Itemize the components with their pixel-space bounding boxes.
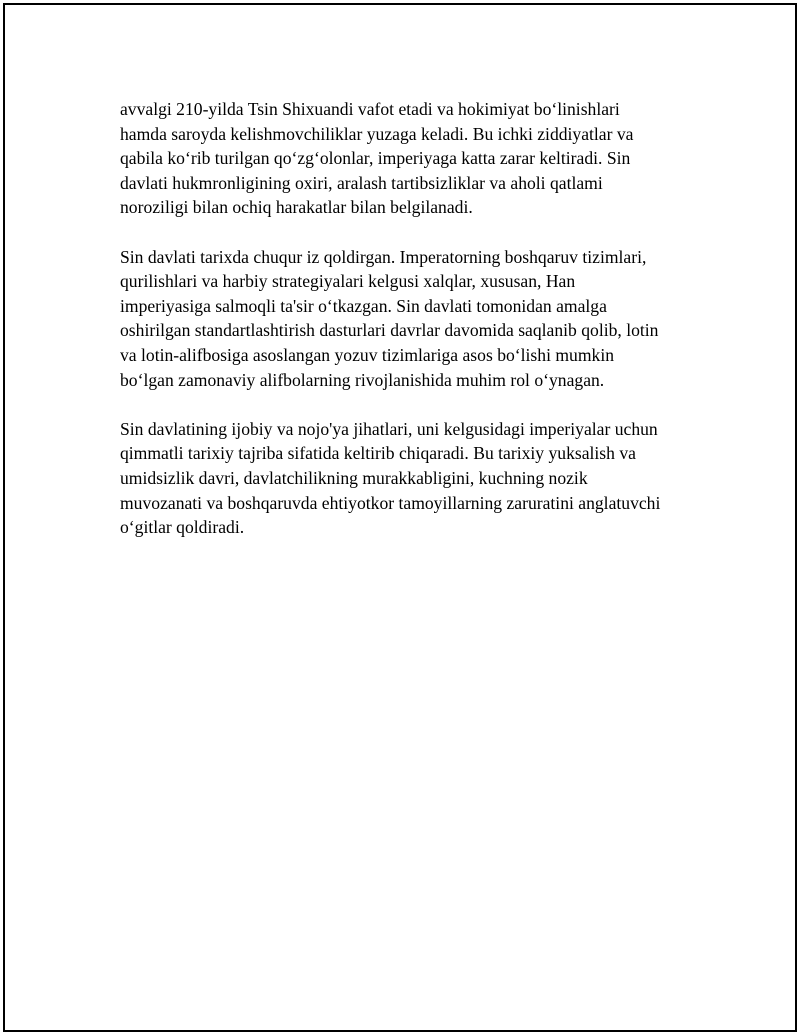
text-line: imperiyasiga salmoqli ta'sir o‘tkazgan. Sin davlati tomonidan amalga <box>120 295 607 316</box>
text-line: muvozanati va boshqaruvda ehtiyotkor tamoyillarning zaruratini anglatuvchi <box>120 492 661 513</box>
text-line: bo‘lgan zamonaviy alifbolarning rivojlanishida muhim rol o‘ynagan. <box>120 369 605 390</box>
text-line: qimmatli tarixiy tajriba sifatida keltirib chiqaradi. Bu tarixiy yuksalish va <box>120 443 636 464</box>
document-page <box>3 3 797 1032</box>
paragraph-3 <box>120 417 705 540</box>
document-body <box>120 97 705 564</box>
text-line: umidsizlik davri, davlatchilikning murakkabligini, kuchning nozik <box>120 467 588 488</box>
text-line: o‘gitlar qoldiradi. <box>120 517 245 538</box>
text-line: davlati hukmronligining oxiri, aralash tartibsizliklar va aholi qatlami <box>120 172 603 193</box>
text-line: qurilishlari va harbiy strategiyalari kelgusi xalqlar, xususan, Han <box>120 271 576 292</box>
text-line: avvalgi 210-yilda Tsin Shixuandi vafot etadi va hokimiyat bo‘linishlari <box>120 99 620 119</box>
text-line: noroziligi bilan ochiq harakatlar bilan belgilanadi. <box>120 197 473 218</box>
text-line: va lotin-alifbosiga asoslangan yozuv tizimlariga asos bo‘lishi mumkin <box>120 344 614 365</box>
paragraph-1 <box>120 97 705 220</box>
text-line: Sin davlatining ijobiy va nojo'ya jihatlari, uni kelgusidagi imperiyalar uchun <box>120 418 658 439</box>
paragraph-2 <box>120 245 705 393</box>
text-line: hamda saroyda kelishmovchiliklar yuzaga keladi. Bu ichki ziddiyatlar va <box>120 123 634 144</box>
text-line: oshirilgan standartlashtirish dasturlari davrlar davomida saqlanib qolib, lotin <box>120 320 659 341</box>
text-line: Sin davlati tarixda chuqur iz qoldirgan. Imperatorning boshqaruv tizimlari, <box>120 246 647 267</box>
text-line: qabila ko‘rib turilgan qo‘zg‘olonlar, imperiyaga katta zarar keltiradi. Sin <box>120 148 631 169</box>
